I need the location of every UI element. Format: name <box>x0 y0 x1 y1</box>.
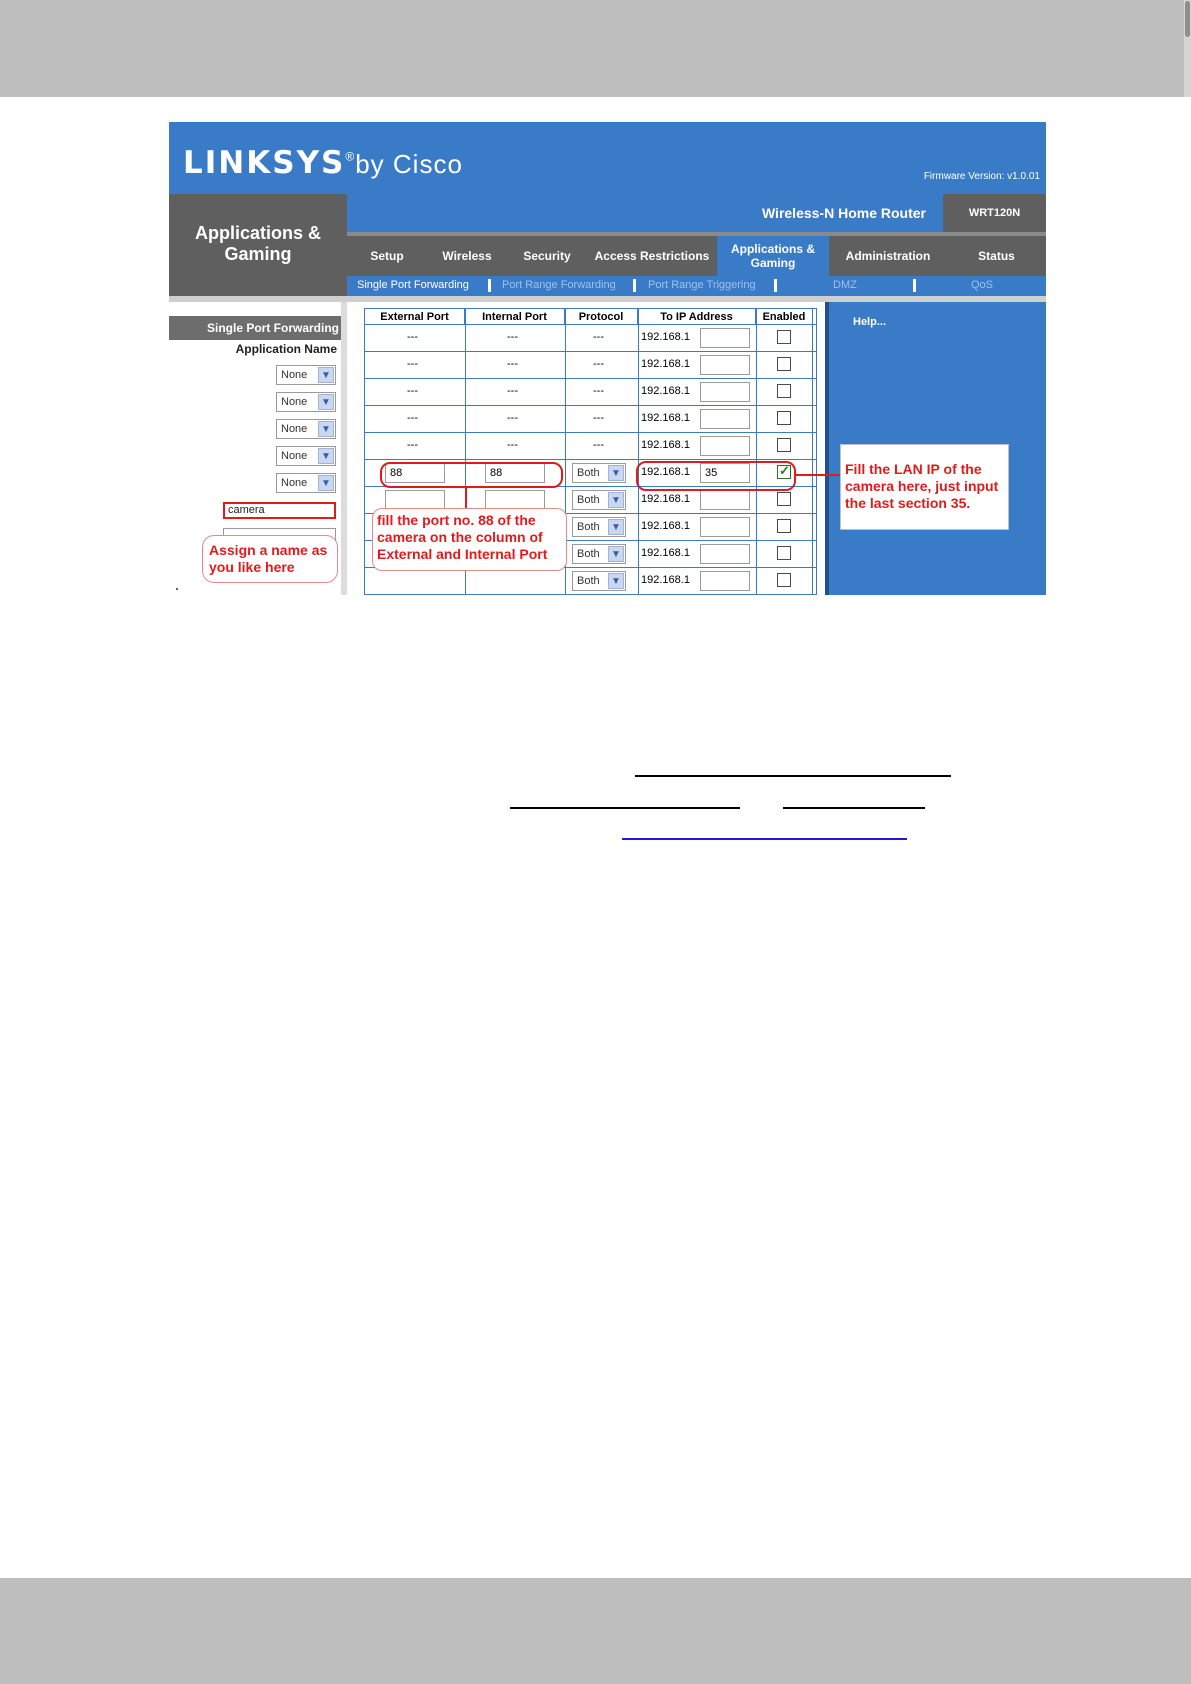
tab-status[interactable]: Status <box>978 249 1015 263</box>
ip-highlight-box <box>636 461 796 491</box>
application-name-label: Application Name <box>235 342 337 356</box>
protocol-select[interactable] <box>572 544 626 564</box>
linksys-logo <box>183 142 463 182</box>
select-value: Both <box>577 521 600 533</box>
ip-prefix: 192.168.1 <box>641 358 690 370</box>
external-port-input[interactable]: 88 <box>385 463 445 483</box>
port-callout: fill the port no. 88 of the camera on the column of External and Internal Port <box>372 508 567 571</box>
underline-fragment <box>635 775 951 777</box>
select-value: Both <box>577 575 600 587</box>
application-select-4[interactable] <box>276 446 336 466</box>
left-panel-divider <box>341 302 347 595</box>
subtab-port-range-forwarding[interactable]: Port Range Forwarding <box>502 279 616 291</box>
chevron-down-icon[interactable]: ▼ <box>608 492 624 508</box>
ip-prefix: 192.168.1 <box>641 466 690 478</box>
subtab-dmz[interactable]: DMZ <box>833 279 857 291</box>
callout-connector <box>796 474 840 476</box>
ip-last-octet-input[interactable] <box>700 436 750 456</box>
ip-prefix: 192.168.1 <box>641 331 690 343</box>
select-value: Both <box>577 467 600 479</box>
protocol-select[interactable] <box>572 463 626 483</box>
ip-last-octet-input[interactable] <box>700 409 750 429</box>
table-divider <box>365 378 816 379</box>
page-footer-band <box>0 1578 1191 1684</box>
subtab-port-range-triggering[interactable]: Port Range Triggering <box>648 279 756 291</box>
col-header-ip-address: To IP Address <box>638 309 756 324</box>
enabled-checkbox[interactable] <box>777 411 791 425</box>
tab-security[interactable]: Security <box>523 249 571 263</box>
ip-prefix: 192.168.1 <box>641 385 690 397</box>
protocol-select[interactable] <box>572 490 626 510</box>
ip-last-octet-input[interactable]: 35 <box>700 463 750 483</box>
table-divider <box>365 351 816 352</box>
ip-last-octet-input[interactable] <box>700 328 750 348</box>
ip-callout: Fill the LAN IP of the camera here, just input the last section 35. <box>840 444 1009 530</box>
chevron-down-icon[interactable]: ▼ <box>318 448 334 464</box>
table-cell-internal-port: --- <box>507 358 518 370</box>
col-header-external-port: External Port <box>365 309 465 324</box>
chevron-down-icon[interactable]: ▼ <box>608 465 624 481</box>
scrollbar[interactable] <box>1184 0 1191 97</box>
table-cell-internal-port: --- <box>507 331 518 343</box>
enabled-checkbox[interactable] <box>777 492 791 506</box>
chevron-down-icon[interactable]: ▼ <box>608 519 624 535</box>
application-select-2[interactable] <box>276 392 336 412</box>
table-cell-external-port: --- <box>407 385 418 397</box>
help-link[interactable]: Help... <box>853 316 887 328</box>
stray-mark <box>176 588 178 590</box>
ip-last-octet-input[interactable] <box>700 571 750 591</box>
scrollbar-thumb[interactable] <box>1185 1 1190 37</box>
table-cell-protocol: --- <box>593 331 604 343</box>
ip-prefix: 192.168.1 <box>641 439 690 451</box>
name-callout: Assign a name as you like here <box>202 535 338 583</box>
enabled-checkbox[interactable] <box>777 330 791 344</box>
page-header-band <box>0 0 1191 97</box>
callout-connector <box>465 488 467 508</box>
external-port-input[interactable] <box>385 490 445 510</box>
table-cell-internal-port: --- <box>507 412 518 424</box>
router-screenshot <box>169 122 1046 595</box>
chevron-down-icon[interactable]: ▼ <box>318 394 334 410</box>
left-panel-heading: Single Port Forwarding <box>169 316 347 340</box>
ip-prefix: 192.168.1 <box>641 574 690 586</box>
ip-last-octet-input[interactable] <box>700 544 750 564</box>
col-header-internal-port: Internal Port <box>465 309 565 324</box>
ip-prefix: 192.168.1 <box>641 547 690 559</box>
enabled-checkbox[interactable] <box>777 384 791 398</box>
enabled-checkbox[interactable] <box>777 438 791 452</box>
select-value: Both <box>577 494 600 506</box>
sub-tabs <box>347 276 1046 296</box>
table-cell-external-port: --- <box>407 439 418 451</box>
link-underline-fragment[interactable] <box>622 838 907 840</box>
port-highlight-box <box>380 462 563 488</box>
select-value: None <box>281 396 308 408</box>
ip-last-octet-input[interactable] <box>700 355 750 375</box>
application-select-1[interactable] <box>276 365 336 385</box>
section-title <box>169 194 347 302</box>
application-select-5[interactable] <box>276 473 336 493</box>
router-header <box>169 122 1046 194</box>
model-number: WRT120N <box>943 194 1046 232</box>
table-cell-external-port: --- <box>407 412 418 424</box>
ip-prefix: 192.168.1 <box>641 412 690 424</box>
select-value: None <box>281 423 308 435</box>
underline-fragment <box>510 807 740 809</box>
section-title-text: Applications & Gaming <box>194 223 321 264</box>
product-name: Wireless-N Home Router <box>761 205 926 221</box>
table-cell-protocol: --- <box>593 358 604 370</box>
tab-applications-gaming[interactable]: Applications & Gaming <box>717 236 829 276</box>
enabled-checkbox[interactable] <box>777 519 791 533</box>
table-cell-external-port: --- <box>407 358 418 370</box>
subtab-divider <box>633 279 636 292</box>
tab-setup[interactable]: Setup <box>370 249 404 263</box>
application-name-input[interactable]: camera <box>223 502 336 519</box>
table-divider <box>365 432 816 433</box>
table-cell-internal-port: --- <box>507 439 518 451</box>
internal-port-input[interactable]: 88 <box>485 463 545 483</box>
subtab-qos[interactable]: QoS <box>971 279 994 291</box>
subtab-divider <box>913 279 916 292</box>
enabled-checkbox[interactable] <box>777 573 791 587</box>
ip-last-octet-input[interactable] <box>700 490 750 510</box>
select-value: None <box>281 450 308 462</box>
logo-brand: LINKSYS <box>183 145 346 181</box>
product-bar <box>347 194 1046 232</box>
tab-administration[interactable]: Administration <box>845 249 931 263</box>
select-value: None <box>281 369 308 381</box>
ip-last-octet-input[interactable] <box>700 517 750 537</box>
protocol-select[interactable] <box>572 517 626 537</box>
table-cell-protocol: --- <box>593 412 604 424</box>
table-cell-protocol: --- <box>593 385 604 397</box>
table-divider <box>365 405 816 406</box>
chevron-down-icon[interactable]: ▼ <box>318 367 334 383</box>
application-select-3[interactable] <box>276 419 336 439</box>
internal-port-input[interactable] <box>485 490 545 510</box>
registered-mark-icon: ® <box>345 149 356 164</box>
table-cell-internal-port: --- <box>507 385 518 397</box>
select-value: None <box>281 477 308 489</box>
tab-wireless[interactable]: Wireless <box>442 249 492 263</box>
chevron-down-icon[interactable]: ▼ <box>608 573 624 589</box>
table-divider <box>365 459 816 460</box>
subtab-single-port-forwarding[interactable]: Single Port Forwarding <box>357 279 469 291</box>
ip-prefix: 192.168.1 <box>641 520 690 532</box>
col-header-protocol: Protocol <box>565 309 638 324</box>
subtab-divider <box>488 279 491 292</box>
enabled-checkbox[interactable] <box>777 546 791 560</box>
chevron-down-icon[interactable]: ▼ <box>318 475 334 491</box>
logo-suffix: by Cisco <box>355 149 463 179</box>
underline-fragment <box>783 807 925 809</box>
select-value: Both <box>577 548 600 560</box>
firmware-version: Firmware Version: v1.0.01 <box>923 171 1040 182</box>
chevron-down-icon[interactable]: ▼ <box>318 421 334 437</box>
ip-last-octet-input[interactable] <box>700 382 750 402</box>
protocol-select[interactable] <box>572 571 626 591</box>
col-header-enabled: Enabled <box>762 310 806 323</box>
subtab-divider <box>774 279 777 292</box>
chevron-down-icon[interactable]: ▼ <box>608 546 624 562</box>
enabled-checkbox[interactable] <box>777 357 791 371</box>
main-tabs <box>347 232 1046 276</box>
table-cell-external-port: --- <box>407 331 418 343</box>
ip-prefix: 192.168.1 <box>641 493 690 505</box>
table-cell-protocol: --- <box>593 439 604 451</box>
table-divider <box>365 324 816 325</box>
tab-access-restrictions[interactable]: Access Restrictions <box>594 249 710 263</box>
